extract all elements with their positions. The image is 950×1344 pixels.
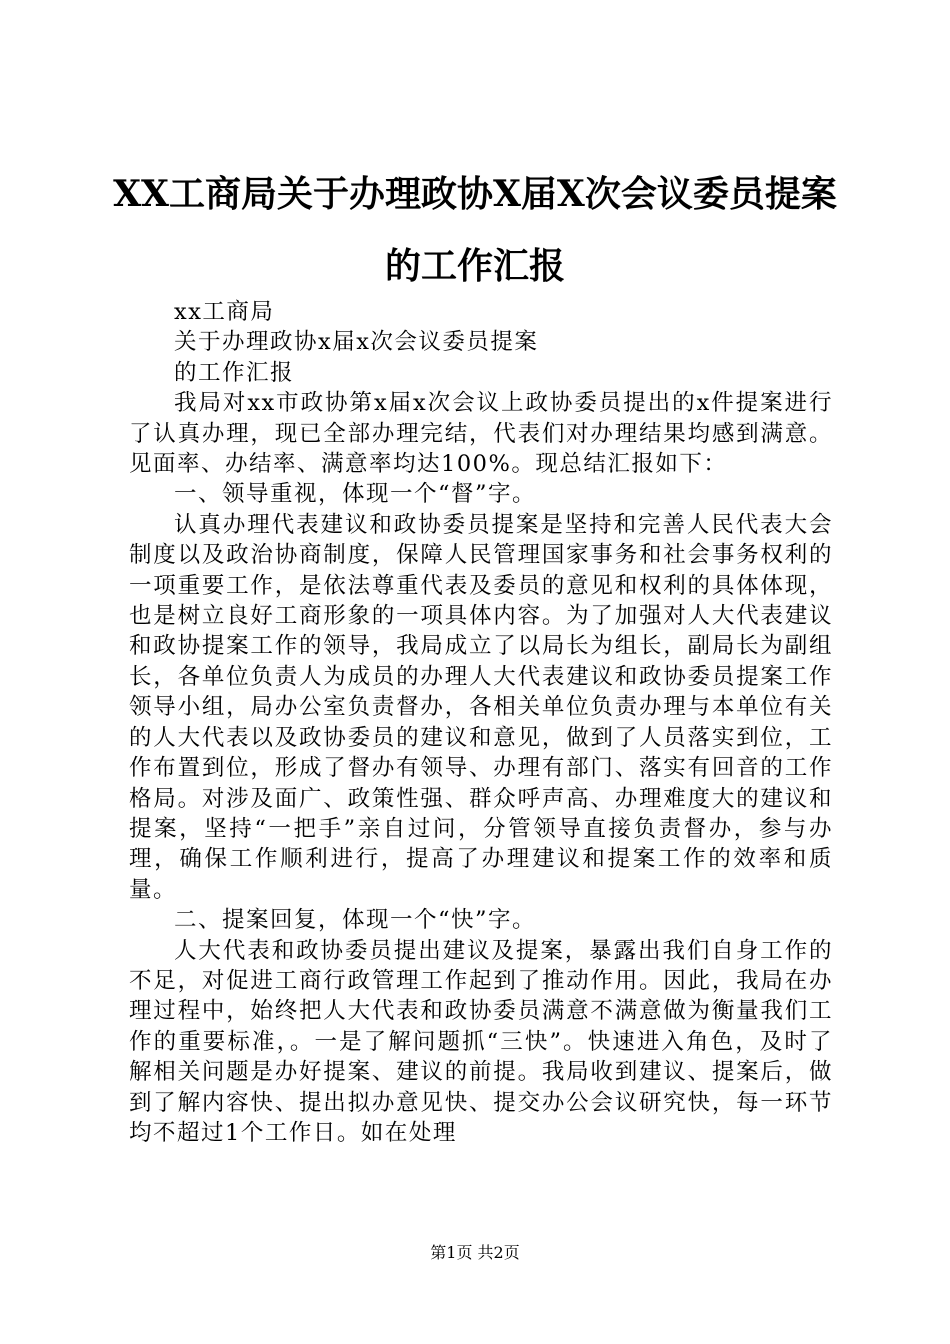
section-2-paragraph: 人大代表和政协委员提出建议及提案，暴露出我们自身工作的不足，对促进工商行政管理工作起到了推动作用。因此，我局在办理过程中，始终把人大代表和政协委员满意不满意做为衡量我们工作的重要标准，。一是了解问题抓“三快”。快速进入角色，及时了解相关问题是办好提案、建议的前提。我局收到建议、提案后，做到了解内容快、提出拟办意见快、提交办公会议研究快，每一环节均不超过1个工作日。如在处理	[129, 937, 833, 1146]
subtitle-line-1: 关于办理政协x届x次会议委员提案	[174, 329, 539, 356]
section-1-paragraph: 认真办理代表建议和政协委员提案是坚持和完善人民代表大会制度以及政治协商制度，保障人民管理国家事务和社会事务权利的一项重要工作，是依法尊重代表及委员的意见和权利的具体体现，也是树立良好工商形象的一项具体内容。为了加强对人大代表建议和政协提案工作的领导，我局成立了以局长为组长，副局长为副组长，各单位负责人为成员的办理人大代表建议和政协委员提案工作领导小组，局办公室负责督办，各相关单位负责办理与本单位有关的人大代表以及政协委员的建议和意见，做到了人员落实到位，工作布置到位，形成了督办有领导、办理有部门、落实有回音的工作格局。对涉及面广、政策性强、群众呼声高、办理难度大的建议和提案，坚持“一把手”亲自过问，分管领导直接负责督办，参与办理，确保工作顺利进行，提高了办理建议和提案工作的效率和质量。	[129, 511, 833, 903]
title-line-2: 的工作汇报	[384, 245, 565, 287]
org-line: xx工商局	[174, 299, 275, 325]
page-footer: 第1页 共2页	[430, 1243, 520, 1262]
document-body	[129, 297, 833, 1148]
document-title	[110, 158, 840, 302]
subtitle-line-2: 的工作汇报	[174, 359, 295, 386]
section-heading-2: 二、提案回复，体现一个“快”字。	[174, 907, 537, 934]
intro-paragraph: 我局对xx市政协第x届x次会议上政协委员提出的x件提案进行了认真办理，现已全部办理完结，代表们对办理结果均感到满意。见面率、办结率、满意率均达100%。现总结汇报如下：	[129, 390, 833, 478]
title-line-1: XX工商局关于办理政协X届X次会议委员提案	[113, 173, 837, 215]
section-heading-1: 一、领导重视，体现一个“督”字。	[174, 481, 537, 508]
